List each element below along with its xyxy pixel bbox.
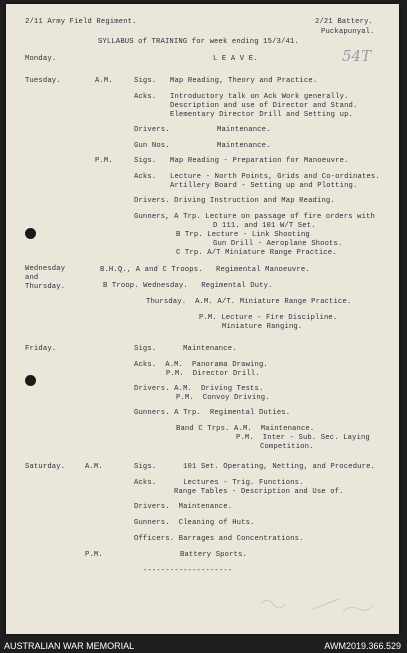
tuesday-pm-sigs-text: Map Reading - Preparation for Manoeuvre. (170, 157, 349, 165)
friday-acks: Acks. A.M. Panorama Drawing. (134, 361, 268, 369)
saturday-officers: Officers. Barrages and Concentrations. (134, 535, 304, 543)
saturday-sports: Battery Sports. (180, 551, 247, 559)
tuesday-gunners-line: Gun Drill - Aeroplane Shoots. (213, 240, 343, 248)
tuesday-am: A.M. (95, 77, 113, 85)
friday-bc-trps: P.M. Inter - Sub. Sec. Laying (236, 434, 370, 442)
punch-hole (25, 228, 36, 239)
friday-gunners: Gunners. A Trp. Regimental Duties. (134, 409, 291, 417)
tuesday-gunners-line: Gunners, A Trp. Lecture on passage of fire orders with (134, 213, 376, 221)
battery-name: 2/21 Battery. (315, 18, 374, 26)
tuesday-pm-acks-line: Artillery Board - Setting up and Plotting. (170, 182, 358, 190)
monday-leave: L E A V E. (213, 55, 258, 63)
day-saturday: Saturday. (25, 463, 66, 471)
document-page (6, 4, 399, 634)
saturday-sigs: Sigs. 101 Set. Operating, Netting, and Procedure. (134, 463, 376, 471)
saturday-gunners: Gunners. Cleaning of Huts. (134, 519, 255, 527)
tuesday-acks-line: Description and use of Director and Stand. (170, 102, 358, 110)
location: Puckapunyal. (321, 28, 375, 36)
day-tuesday: Tuesday. (25, 77, 61, 85)
tuesday-acks-line: Introductory talk on Ack Work generally. (170, 93, 349, 101)
day-monday: Monday. (25, 55, 57, 63)
saturday-pm: P.M. (85, 551, 103, 559)
punch-hole (25, 375, 36, 386)
wednesday-line: B.H.Q., A and C Troops. Regimental Manoeuvre. (100, 266, 310, 274)
tuesday-gunners-line: D 111. and 101 W/T Set. (213, 222, 316, 230)
end-rule: -------------------- (143, 567, 233, 575)
tuesday-sigs-text: Map Reading, Theory and Practice. (170, 77, 318, 85)
saturday-acks: Acks. Lectures - Trig. Functions. (134, 479, 304, 487)
tuesday-gunnos-label: Gun Nos. (134, 142, 170, 150)
saturday-drivers: Drivers. Maintenance. (134, 503, 233, 511)
tuesday-acks-line: Elementary Director Drill and Setting up. (170, 111, 353, 119)
friday-acks: P.M. Director Drill. (166, 370, 260, 378)
saturday-am: A.M. (85, 463, 103, 471)
tuesday-pm: P.M. (95, 157, 113, 165)
tuesday-sigs-label: Sigs. (134, 77, 157, 85)
tuesday-gunners-line: B Trp. Lecture - Link Shooting (176, 231, 310, 239)
day-friday: Friday. (25, 345, 57, 353)
tuesday-acks-label: Acks. (134, 93, 157, 101)
saturday-acks: Range Tables - Description and Use of. (174, 488, 344, 496)
thursday-line: Miniature Ranging. (222, 323, 303, 331)
day-thursday: Thursday. (25, 283, 66, 291)
friday-bc-trps: Band C Trps. A.M. Maintenance. (176, 425, 315, 433)
day-wednesday: Wednesday (25, 265, 66, 273)
thursday-line: P.M. Lecture - Fire Discipline. (199, 314, 338, 322)
tuesday-pm-acks-line: Lecture - North Points, Grids and Co-ordinates. (170, 173, 380, 181)
tuesday-gunnos-text: Maintenance. (217, 142, 271, 150)
day-and: and (25, 274, 39, 282)
tuesday-pm-drivers: Drivers. Driving Instruction and Map Reading. (134, 197, 335, 205)
tuesday-drivers-label: Drivers. (134, 126, 170, 134)
friday-drivers: Drivers. A.M. Driving Tests. (134, 385, 264, 393)
friday-bc-trps: Competition. (260, 443, 314, 451)
handwritten-number: 54T (342, 47, 372, 65)
pencil-marks (251, 589, 391, 619)
archive-name: AUSTRALIAN WAR MEMORIAL (4, 641, 135, 651)
friday-sigs: Sigs. Maintenance. (134, 345, 237, 353)
archive-id: AWM2019.366.529 (324, 641, 401, 651)
thursday-line: Thursday. A.M. A/T. Miniature Range Practice. (146, 298, 352, 306)
unit-name: 2/11 Army Field Regiment. (25, 18, 137, 26)
tuesday-pm-sigs-label: Sigs. (134, 157, 157, 165)
archive-footer (0, 636, 407, 653)
tuesday-pm-acks-label: Acks. (134, 173, 157, 181)
tuesday-gunners-line: C Trp. A/T Miniature Range Practice. (176, 249, 337, 257)
document-title: SYLLABUS of TRAINING for week ending 15/3/41. (98, 38, 299, 46)
wednesday-line: B Troop. Wednesday. Regimental Duty. (103, 282, 273, 290)
tuesday-drivers-text: Maintenance. (217, 126, 271, 134)
friday-drivers: P.M. Convoy Driving. (176, 394, 270, 402)
